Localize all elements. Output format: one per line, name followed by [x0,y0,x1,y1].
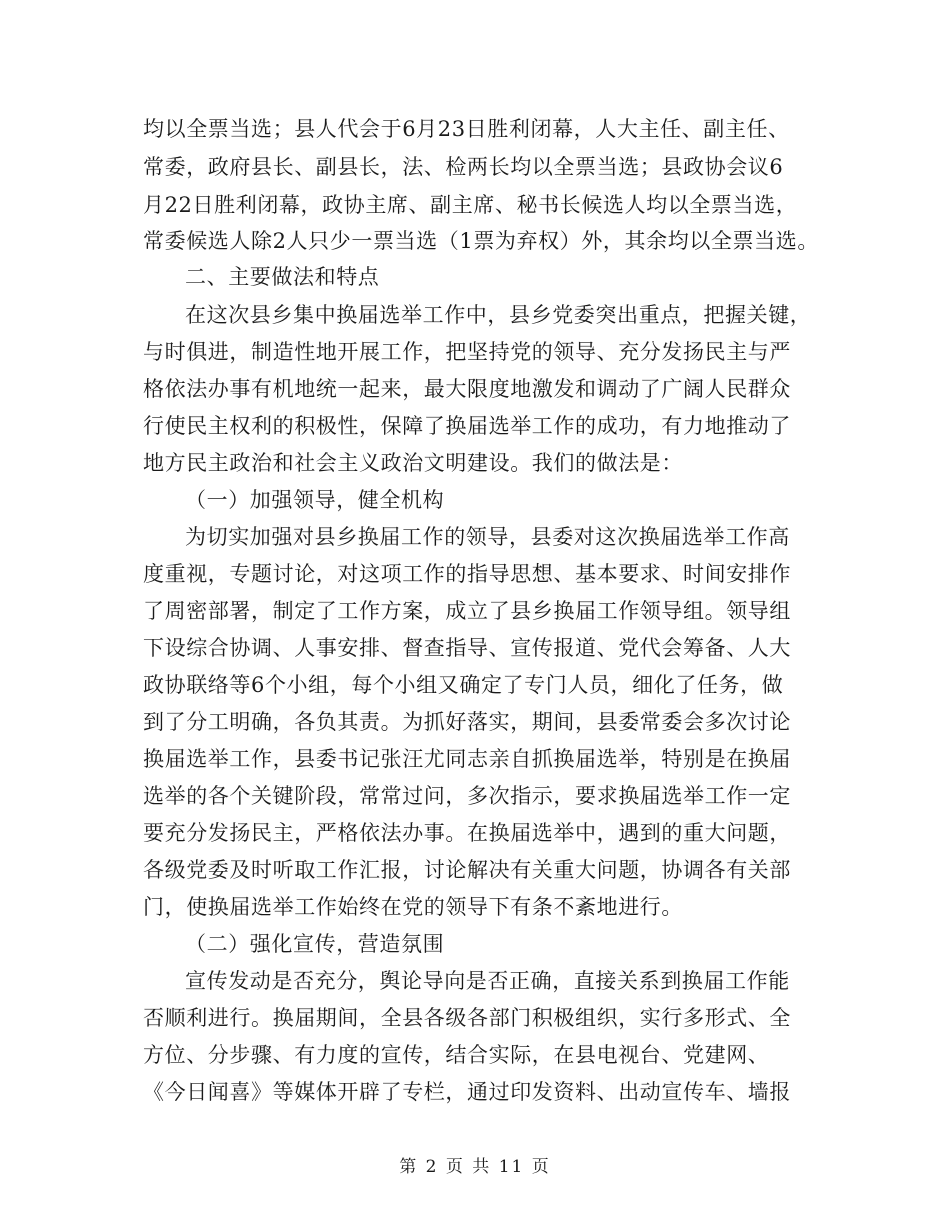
text-line: 均以全票当选；县人代会于6月23日胜利闭幕，人大主任、副主任、 [143,117,790,141]
text-line: 门，使换届选举工作始终在党的领导下有条不紊地进行。 [143,895,683,919]
text-line: 政协联络等6个小组，每个小组又确定了专门人员，细化了任务，做 [143,673,784,697]
section-heading: 二、主要做法和特点 [185,265,380,289]
text-line: 常委候选人除2人只少一票当选（1票为弃权）外，其余均以全票当选。 [143,229,819,253]
text-line: 换届选举工作，县委书记张汪尤同志亲自抓换届选举，特别是在换届 [143,747,791,771]
text-line: 常委，政府县长、副县长，法、检两长均以全票当选；县政协会议6 [143,155,784,179]
text-line: 宣传发动是否充分，舆论导向是否正确，直接关系到换届工作能 [185,969,790,993]
subsection-heading: （二）强化宣传，营造氛围 [185,932,445,956]
text-line: 《今日闻喜》等媒体开辟了专栏，通过印发资料、出动宣传车、墙报 [143,1080,791,1104]
text-line: 格依法办事有机地统一起来，最大限度地激发和调动了广阔人民群众 [143,377,791,401]
text-line: 下设综合协调、人事安排、督查指导、宣传报道、党代会筹备、人大 [143,636,791,660]
text-line: 各级党委及时听取工作汇报，讨论解决有关重大问题，协调各有关部 [143,858,791,882]
text-line: 在这次县乡集中换届选举工作中，县乡党委突出重点，把握关键， [185,303,812,327]
text-line: 到了分工明确，各负其责。为抓好落实，期间，县委常委会多次讨论 [143,710,791,734]
text-line: 选举的各个关键阶段，常常过问，多次指示，要求换届选举工作一定 [143,784,791,808]
text-line: 与时俱进，制造性地开展工作，把坚持党的领导、充分发扬民主与严 [143,340,791,364]
subsection-heading: （一）加强领导，健全机构 [185,488,445,512]
text-line: 了周密部署，制定了工作方案，成立了县乡换届工作领导组。领导组 [143,599,791,623]
text-line: 月22日胜利闭幕，政协主席、副主席、秘书长候选人均以全票当选， [143,193,798,217]
page-footer: 第 2 页 共 11 页 [399,1157,551,1177]
text-line: 行使民主权利的积极性，保障了换届选举工作的成功，有力地推动了 [143,414,791,438]
text-line: 地方民主政治和社会主义政治文明建设。我们的做法是： [143,451,683,475]
text-line: 度重视，专题讨论，对这项工作的指导思想、基本要求、时间安排作 [143,562,791,586]
text-line: 为切实加强对县乡换届工作的领导，县委对这次换届选举工作高 [185,525,790,549]
text-line: 要充分发扬民主，严格依法办事。在换届选举中，遇到的重大问题， [143,821,791,845]
text-line: 方位、分步骤、有力度的宣传，结合实际，在县电视台、党建网、 [143,1043,770,1067]
text-line: 否顺利进行。换届期间，全县各级各部门积极组织，实行多形式、全 [143,1006,791,1030]
